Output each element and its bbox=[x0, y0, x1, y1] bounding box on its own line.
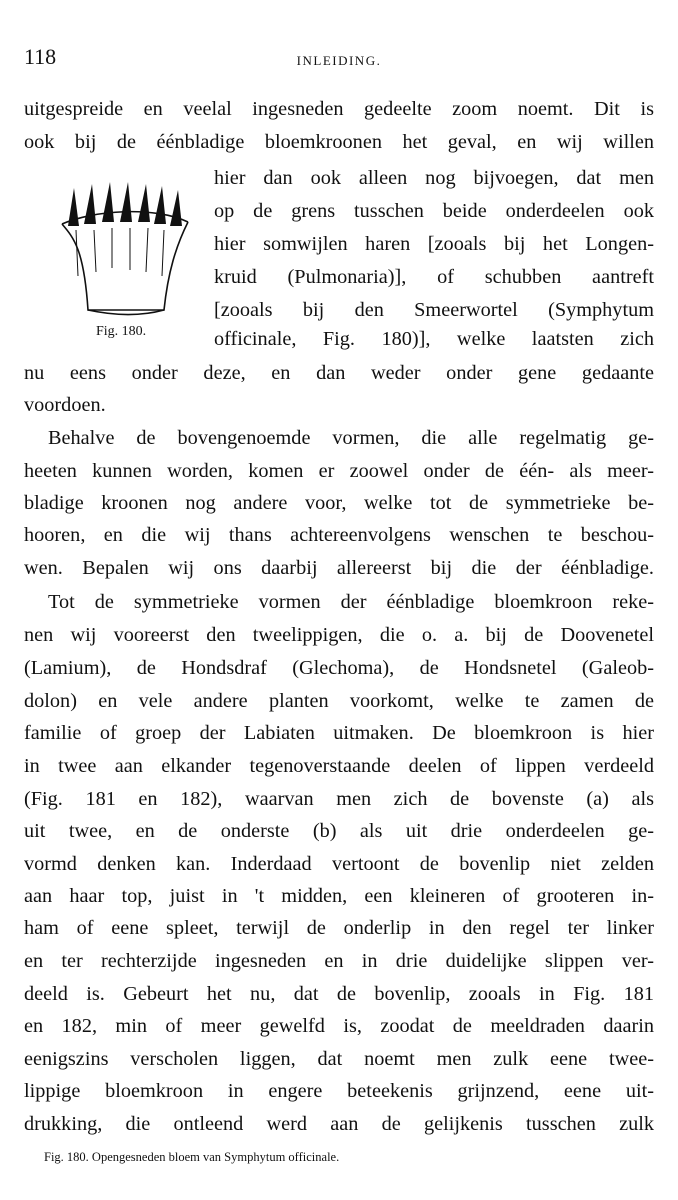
text-line: voordoen. bbox=[24, 394, 106, 416]
text-line: deeld is. Gebeurt het nu, dat de bovenlip, zooals in Fig. 181 bbox=[24, 983, 654, 1005]
text-line: nu eens onder deze, en dan weder onder gene gedaante bbox=[24, 362, 654, 384]
footnote: Fig. 180. Opengesneden bloem van Symphytum officinale. bbox=[44, 1150, 340, 1164]
text-line: officinale, Fig. 180)], welke laatsten zich bbox=[214, 328, 654, 350]
text-line: wen. Bepalen wij ons daarbij allereerst bij die der éénbladige. bbox=[24, 557, 654, 579]
text-line: bladige kroonen nog andere voor, welke tot de symmetrieke be- bbox=[24, 492, 654, 514]
text-line: vormd denken kan. Inderdaad vertoont de bovenlip niet zelden bbox=[24, 853, 654, 875]
text-line: hooren, en die wij thans achtereenvolgens wenschen te beschou- bbox=[24, 524, 654, 546]
text-line: [zooals bij den Smeerwortel (Symphytum bbox=[214, 299, 654, 321]
text-line: Tot de symmetrieke vormen der éénbladige bloemkroon reke- bbox=[48, 591, 654, 613]
text-line: aan haar top, juist in 't midden, een kleineren of grooteren in- bbox=[24, 885, 654, 907]
text-line: (Fig. 181 en 182), waarvan men zich de bovenste (a) als bbox=[24, 788, 654, 810]
text-line: (Lamium), de Hondsdraf (Glechoma), de Hondsnetel (Galeob- bbox=[24, 657, 654, 679]
running-head: INLEIDING. bbox=[296, 53, 382, 68]
figure-label: Fig. 180. bbox=[96, 324, 147, 339]
text-line: hier dan ook alleen nog bijvoegen, dat men bbox=[214, 167, 654, 189]
text-line: eenigszins verscholen liggen, dat noemt men zulk eene twee- bbox=[24, 1048, 654, 1070]
text-line: uitgespreide en veelal ingesneden gedeelte zoom noemt. Dit is bbox=[24, 98, 654, 120]
text-line: en ter rechterzijde ingesneden en in drie duidelijke slippen ver- bbox=[24, 950, 654, 972]
text-line: kruid (Pulmonaria)], of schubben aantreft bbox=[214, 266, 654, 288]
text-line: uit twee, en de onderste (b) als uit drie onderdeelen ge- bbox=[24, 820, 654, 842]
text-line: dolon) en vele andere planten voorkomt, welke te zamen de bbox=[24, 690, 654, 712]
text-line: in twee aan elkander tegenoverstaande deelen of lippen verdeeld bbox=[24, 755, 654, 777]
text-line: hier somwijlen haren [zooals bij het Longen- bbox=[214, 233, 654, 255]
text-line: en 182, min of meer gewelfd is, zoodat de meeldraden daarin bbox=[24, 1015, 654, 1037]
text-line: op de grens tusschen beide onderdeelen ook bbox=[214, 200, 654, 222]
text-line: lippige bloemkroon in engere beteekenis grijnzend, eene uit- bbox=[24, 1080, 654, 1102]
page-number: 118 bbox=[24, 44, 57, 69]
text-line: drukking, die ontleend werd aan de gelijkenis tusschen zulk bbox=[24, 1113, 654, 1135]
text-line: nen wij vooreerst den tweelippigen, die o. a. bij de Doovenetel bbox=[24, 624, 654, 646]
text-line: heeten kunnen worden, komen er zoowel onder de één- als meer- bbox=[24, 460, 654, 482]
text-line: ham of eene spleet, terwijl de onderlip in den regel ter linker bbox=[24, 917, 654, 939]
text-line: ook bij de éénbladige bloemkroonen het geval, en wij willen bbox=[24, 131, 654, 153]
text-line: familie of groep der Labiaten uitmaken. De bloemkroon is hier bbox=[24, 722, 654, 744]
flower-illustration bbox=[44, 180, 194, 320]
text-line: Behalve de bovengenoemde vormen, die alle regelmatig ge- bbox=[48, 427, 654, 449]
